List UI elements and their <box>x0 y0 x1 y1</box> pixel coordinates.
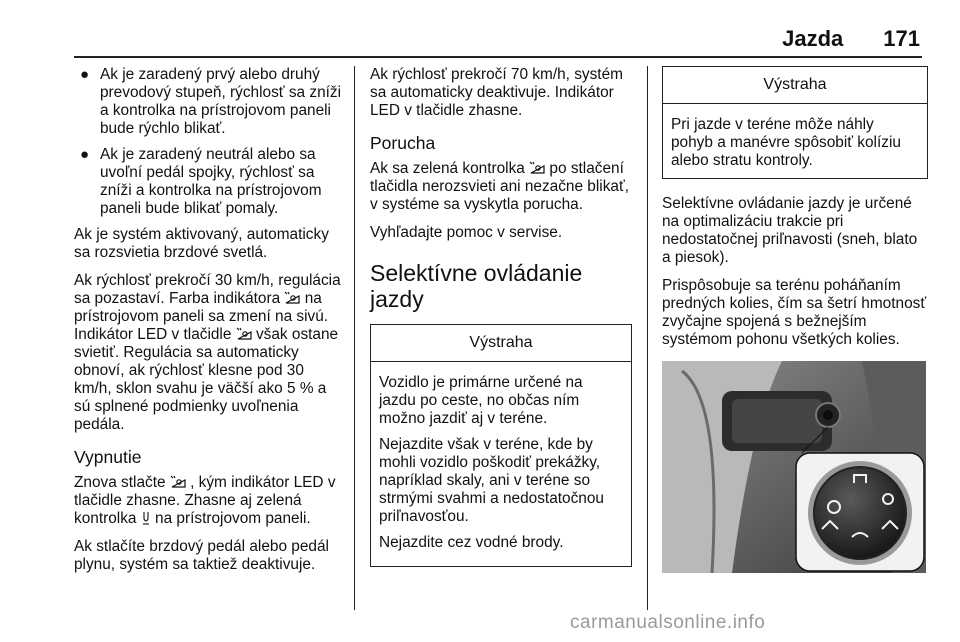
pedal-paragraph: Ak stlačíte brzdový pedál alebo pedál plynu, systém sa taktiež deaktivuje. <box>74 538 329 573</box>
indicator-lamp-icon <box>141 511 151 525</box>
list-item: ● Ak je zaradený prvý alebo druhý prevodový stupeň, rýchlosť sa zníži a kontrolka na prístrojovom paneli bude rýchlo blikať. <box>80 66 342 137</box>
bullet-icon: ● <box>80 66 90 83</box>
dashboard-illustration <box>662 361 926 573</box>
hill-descent-icon <box>236 327 252 341</box>
hill-descent-icon <box>529 161 545 175</box>
watermark: carmanualsonline.info <box>570 612 766 633</box>
warning-paragraph: Nejazdite cez vodné brody. <box>379 534 564 551</box>
intro-paragraph: Selektívne ovládanie jazdy je určené na optimalizáciu trakcie pri nedostatočnej priľnavosti (sneh, blato a piesok). <box>662 195 918 266</box>
warning-box <box>662 66 928 179</box>
subheading-porucha: Porucha <box>370 133 436 153</box>
bullet-icon: ● <box>80 146 90 163</box>
hill-descent-icon <box>170 475 186 489</box>
column-divider-1 <box>354 66 355 610</box>
column-1 <box>74 66 342 584</box>
fault-paragraph: Ak sa zelená kontrolka po stlačení tlačidla nerozsvieti ani nezačne blikať, v systéme sa vyskytla porucha. <box>370 160 630 213</box>
header-rule <box>74 56 922 58</box>
warning-box <box>370 324 632 567</box>
bullet-list <box>74 66 342 218</box>
column-3 <box>662 66 928 359</box>
speed-30-paragraph: Ak rýchlosť prekročí 30 km/h, regulácia sa pozastaví. Farba indikátora na prístrojovom paneli sa zmení na sivú. Indikátor LED v tlačidle však ostane svietiť. Regulácia sa automaticky obnoví, ak rýchlosť klesne pod 30 km/h, sklon svahu je väčší ako 5 % a sú splnené podmienky uvoľnenia pedála. <box>74 272 341 433</box>
brake-lights-paragraph: Ak je systém aktivovaný, automaticky sa rozsvietia brzdové svetlá. <box>74 226 329 261</box>
list-item: ● Ak je zaradený neutrál alebo sa uvoľní pedál spojky, rýchlosť sa zníži a kontrolka na prístrojovom paneli bude blikať pomaly. <box>80 146 322 217</box>
hill-descent-icon <box>284 291 300 305</box>
page-number: 171 <box>883 26 920 51</box>
speed-70-paragraph: Ak rýchlosť prekročí 70 km/h, systém sa automaticky deaktivuje. Indikátor LED v tlačidle zhasne. <box>370 66 623 119</box>
section-title: Selektívne ovládanie jazdy <box>370 260 583 312</box>
column-divider-2 <box>647 66 648 610</box>
header-section-title: Jazda <box>782 26 844 51</box>
column-2 <box>370 66 632 579</box>
warning-paragraph: Vozidlo je primárne určené na jazdu po ceste, no občas ním možno jazdiť aj v teréne. <box>379 374 583 427</box>
warning-body <box>663 104 927 178</box>
warning-title: Výstraha <box>663 67 927 104</box>
warning-paragraph: Pri jazde v teréne môže náhly pohyb a manévre spôsobiť kolíziu alebo stratu kontroly. <box>671 116 901 169</box>
deactivation-paragraph: Znova stlačte , kým indikátor LED v tlačidle zhasne. Zhasne aj zelená kontrolka na prístrojovom paneli. <box>74 474 336 527</box>
warning-title: Výstraha <box>371 325 631 362</box>
warning-paragraph: Nejazdite však v teréne, kde by mohli vozidlo poškodiť prekážky, napríklad skaly, ani v teréne so strmými svahmi a nedostatočnou priľnavosťou. <box>379 436 604 525</box>
traction-paragraph: Prispôsobuje sa terénu poháňaním predných kolies, čím sa šetrí hmotnosť zvyčajne spojená s bežnejším systémom pohonu všetkých kolies. <box>662 277 927 348</box>
subheading-vypnutie: Vypnutie <box>74 447 142 467</box>
selector-dial-photo <box>662 361 926 573</box>
warning-body <box>371 362 631 566</box>
page-header <box>782 26 920 56</box>
service-paragraph: Vyhľadajte pomoc v servise. <box>370 224 563 241</box>
